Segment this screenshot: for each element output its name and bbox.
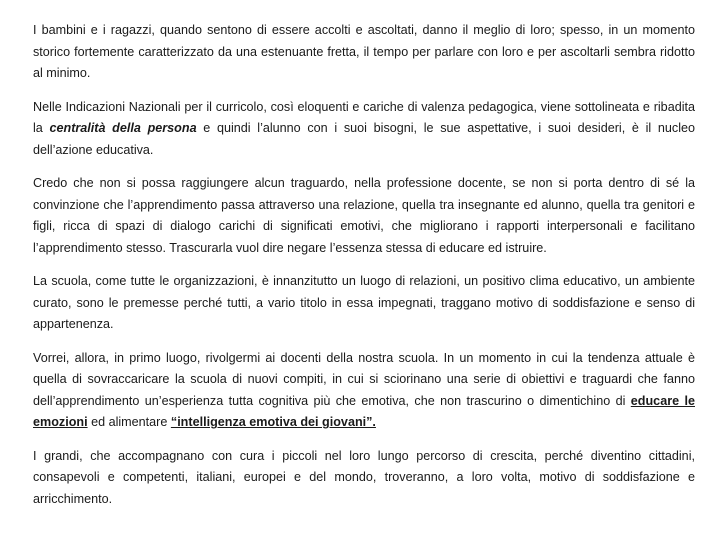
paragraph-6-text: I grandi, che accompagnano con cura i piccoli nel loro lungo percorso di crescita, perché diventino cittadini, consapevoli e competenti, italiani, europei e del mondo, troveranno, a loro volta, motivo di soddisfazione e arricchimento. <box>33 448 695 506</box>
educare-le-emozioni-emphasis: educare le emozioni <box>33 393 695 429</box>
intelligenza-emotiva-emphasis: “intelligenza emotiva dei giovani”. <box>170 415 376 429</box>
paragraph-2 <box>33 97 695 162</box>
paragraph-3-text: Credo che non si possa raggiungere alcun traguardo, nella professione docente, se non si porta dentro di sé la convinzione che l’apprendimento passa attraverso una relazione, quella tra insegnante ed alunno, quella tra genitori e figli, ricca di spazi di dialogo carichi di significati emotivi, che migliorano i rapporti interpersonali e facilitano l’apprendimento stesso. Trascurarla vuol dire negare l’essenza stessa di educare ed istruire. <box>33 176 695 255</box>
paragraph-5 <box>33 348 695 434</box>
document-body <box>33 20 695 522</box>
paragraph-4-text: La scuola, come tutte le organizzazioni, è innanzitutto un luogo di relazioni, un positivo clima educativo, un ambiente curato, sono le premesse perché tutti, a vario titolo in essa impegnati, traggano motivo di soddisfazione e senso di appartenenza. <box>33 274 695 331</box>
paragraph-1 <box>33 20 695 85</box>
paragraph-5-text-middle: ed alimentare <box>87 415 171 429</box>
paragraph-5-text-before: Vorrei, allora, in primo luogo, rivolgermi ai docenti della nostra scuola. In un momento in cui la tendenza attuale è quella di sovraccaricare la scuola di nuovi compiti, in cui si sciorinano una serie di obiettivi e traguardi che fanno dell’apprendimento un’esperienza tutta cognitiva più che emotiva, che non trascurino o dimentichino di <box>33 350 695 408</box>
paragraph-2-text-after: e quindi l’alunno con i suoi bisogni, le sue aspettative, i suoi desideri, è il nucleo dell’azione educativa. <box>33 121 695 157</box>
paragraph-1-text: I bambini e i ragazzi, quando sentono di essere accolti e ascoltati, danno il meglio di loro; spesso, in un momento storico fortemente caratterizzato da una estenuante fretta, il tempo per parlare con loro e per ascoltarli sembra ridotto al minimo. <box>33 23 695 80</box>
paragraph-4 <box>33 271 695 336</box>
centralita-della-persona-emphasis: centralità della persona <box>49 121 197 135</box>
paragraph-6 <box>33 446 695 511</box>
paragraph-2-text-before: Nelle Indicazioni Nazionali per il curricolo, così eloquenti e cariche di valenza pedagogica, viene sottolineata e ribadita la <box>33 99 695 135</box>
paragraph-3 <box>33 173 695 259</box>
